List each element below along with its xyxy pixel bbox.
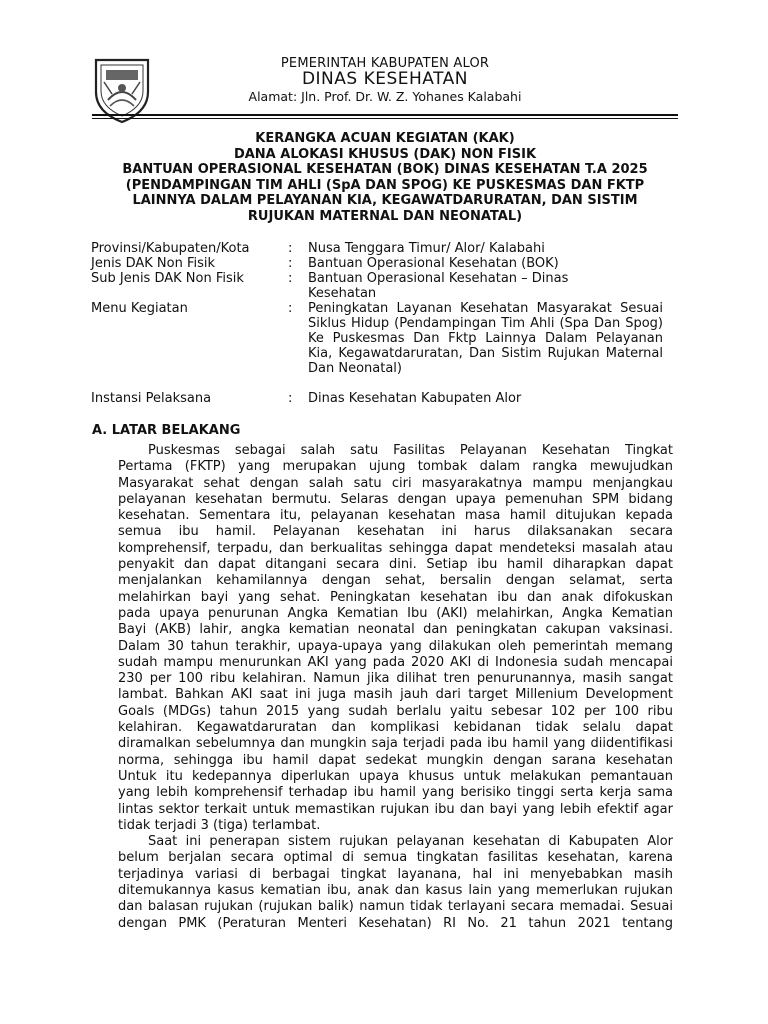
body-line: menjalankan kehamilannya dengan sehat, bersalin dengan selamat, serta	[118, 573, 673, 589]
info-value: Bantuan Operasional Kesehatan – Dinas Kesehatan	[308, 271, 569, 301]
info-colon: :	[288, 391, 293, 406]
info-value: Bantuan Operasional Kesehatan (BOK)	[308, 256, 559, 271]
body-line: Puskesmas sebagai salah satu Fasilitas Pelayanan Kesehatan Tingkat	[148, 443, 673, 458]
body-line: semua ibu hamil. Pelayanan kesehatan ini harus dilaksanakan secara	[118, 524, 673, 540]
title-line: (PENDAMPINGAN TIM AHLI (SpA DAN SPOG) KE PUSKESMAS DAN FKTP	[125, 177, 645, 193]
info-label: Provinsi/Kabupaten/Kota	[91, 241, 250, 256]
body-line: lambat. Bahkan AKI saat ini juga masih jauh dari target Millenium Development	[118, 687, 673, 703]
info-label: Menu Kegiatan	[91, 301, 188, 316]
title-line: BANTUAN OPERASIONAL KESEHATAN (BOK) DINAS KESEHATAN T.A 2025	[122, 162, 648, 178]
body-line: ditemukannya kasus kematian ibu, anak dan kasus lain yang memerlukan rujukan	[118, 883, 673, 899]
info-colon: :	[288, 301, 293, 316]
body-line: diramalkan sebelumnya dan mungkin saja terjadi pada ibu hamil yang diidentifikasi	[118, 736, 673, 752]
info-label: Sub Jenis DAK Non Fisik	[91, 271, 244, 286]
info-row-dak-subtype	[91, 271, 691, 301]
body-line: lintas sektor terkait untuk memastikan rujukan ibu dan bayi yang lebih efektif agar	[118, 801, 673, 817]
body-line: dan balasan rujukan (rujukan balik) namun tidak terlayani secara memadai. Sesuai	[118, 899, 673, 915]
info-colon: :	[288, 241, 293, 256]
body-line: norma, sehingga ibu hamil dapat sedekat mungkin dengan sarana kesehatan	[118, 752, 673, 768]
agency-name: DINAS KESEHATAN	[301, 69, 469, 89]
info-row-province	[91, 241, 691, 256]
body-line: belum berjalan secara optimal di semua tingkatan fasilitas kesehatan, karena	[118, 850, 673, 866]
info-label: Instansi Pelaksana	[91, 391, 212, 406]
info-value: Dinas Kesehatan Kabupaten Alor	[308, 391, 522, 406]
letterhead-divider-thin	[92, 118, 678, 119]
body-line: Goals (MDGs) tahun 2015 yang sudah berlalu yaitu sebesar 102 per 100 ribu	[118, 703, 673, 719]
body-line: pada upaya penurunan Angka Kematian Ibu (AKI) melahirkan, Angka Kematian	[118, 605, 673, 621]
info-colon: :	[288, 256, 293, 271]
document-title	[80, 131, 690, 225]
info-colon: :	[288, 271, 293, 286]
body-line: Dalam 30 tahun terakhir, upaya-upaya yang dilakukan oleh pemerintah memang	[118, 638, 673, 654]
body-line: komprehensif, terpadu, dan berkualitas sehingga dapat mendeteksi masalah atau	[118, 540, 673, 556]
body-line: Bayi (AKB) lahir, angka kematian neonatal dan peningkatan cakupan vaksinasi.	[118, 622, 673, 638]
title-line: KERANGKA ACUAN KEGIATAN (KAK)	[255, 131, 515, 146]
body-line: dengan PMK (Peraturan Menteri Kesehatan) RI No. 21 tahun 2021 tentang	[118, 915, 673, 931]
info-value: Peningkatan Layanan Kesehatan Masyarakat Sesuai Siklus Hidup (Pendampingan Tim Ahli (Spa Dan Spog) Ke Puskesmas Dan Fktp Lainnya Dalam Pelayanan Kia, Kegawatdaruratan, Dan Sistim Rujukan Maternal Dan Neonatal)	[308, 301, 663, 376]
body-line: yang lebih komprehensif terhadap ibu hamil yang berisiko tinggi serta kerja sama	[118, 785, 673, 801]
section-body	[118, 443, 673, 932]
info-label: Jenis DAK Non Fisik	[91, 256, 216, 271]
body-line: melahirkan bayi yang sehat. Peningkatan kesehatan ibu dan anak difokuskan	[118, 589, 673, 605]
title-line: LAINNYA DALAM PELAYANAN KIA, KEGAWATDARURATAN, DAN SISTIM	[132, 193, 638, 209]
body-line: tidak terjadi 3 (tiga) terlambat.	[118, 817, 321, 833]
body-line: Saat ini penerapan sistem rujukan pelayanan kesehatan di Kabupaten Alor	[148, 834, 673, 850]
title-line: DANA ALOKASI KHUSUS (DAK) NON FISIK	[233, 146, 537, 162]
info-row-dak-type	[91, 256, 691, 271]
body-line: Masyarakat sehat dengan salah satu ciri masyarakatnya mampu menjangkau	[118, 475, 673, 491]
title-line: RUJUKAN MATERNAL DAN NEONATAL)	[247, 208, 523, 224]
agency-address: Alamat: Jln. Prof. Dr. W. Z. Yohanes Kalabahi	[248, 89, 522, 104]
body-line: penyakit dan dapat ditangani secara dini. Setiap ibu hamil diharapkan dapat	[118, 557, 673, 573]
activity-info-table	[91, 241, 691, 406]
info-value: Nusa Tenggara Timur/ Alor/ Kalabahi	[308, 241, 545, 256]
body-line: kesehatan. Sementara itu, pelayanan kesehatan masa hamil ditujukan kepada	[118, 508, 673, 524]
info-row-activity-menu	[91, 301, 691, 376]
info-row-implementer	[91, 391, 691, 406]
body-line: terjadinya variasi di berbagai tingkat layanana, hal ini menyebabkan masih	[118, 866, 673, 882]
body-line: kelahiran. Kegawatdaruratan dan komplikasi kebidanan tidak selalu dapat	[118, 720, 673, 736]
body-line: pelayanan kesehatan bermutu. Selaras dengan upaya pemenuhan SPM bidang	[118, 491, 673, 507]
government-name: PEMERINTAH KABUPATEN ALOR	[280, 56, 490, 71]
section-heading: A. LATAR BELAKANG	[92, 423, 241, 438]
body-line: Untuk itu kedepannya diperlukan upaya khusus untuk melakukan pemantauan	[118, 768, 673, 784]
letterhead-divider-thick	[92, 114, 678, 116]
body-line: Pertama (FKTP) yang merupakan ujung tombak dalam rangka mewujudkan	[118, 459, 673, 475]
body-line: 230 per 100 ribu kelahiran. Namun jika dilihat tren penurunannya, masih sangat	[118, 671, 673, 687]
body-line: sudah mampu menurunkan AKI yang pada 2020 AKI di Indonesia sudah mencapai	[118, 654, 673, 670]
